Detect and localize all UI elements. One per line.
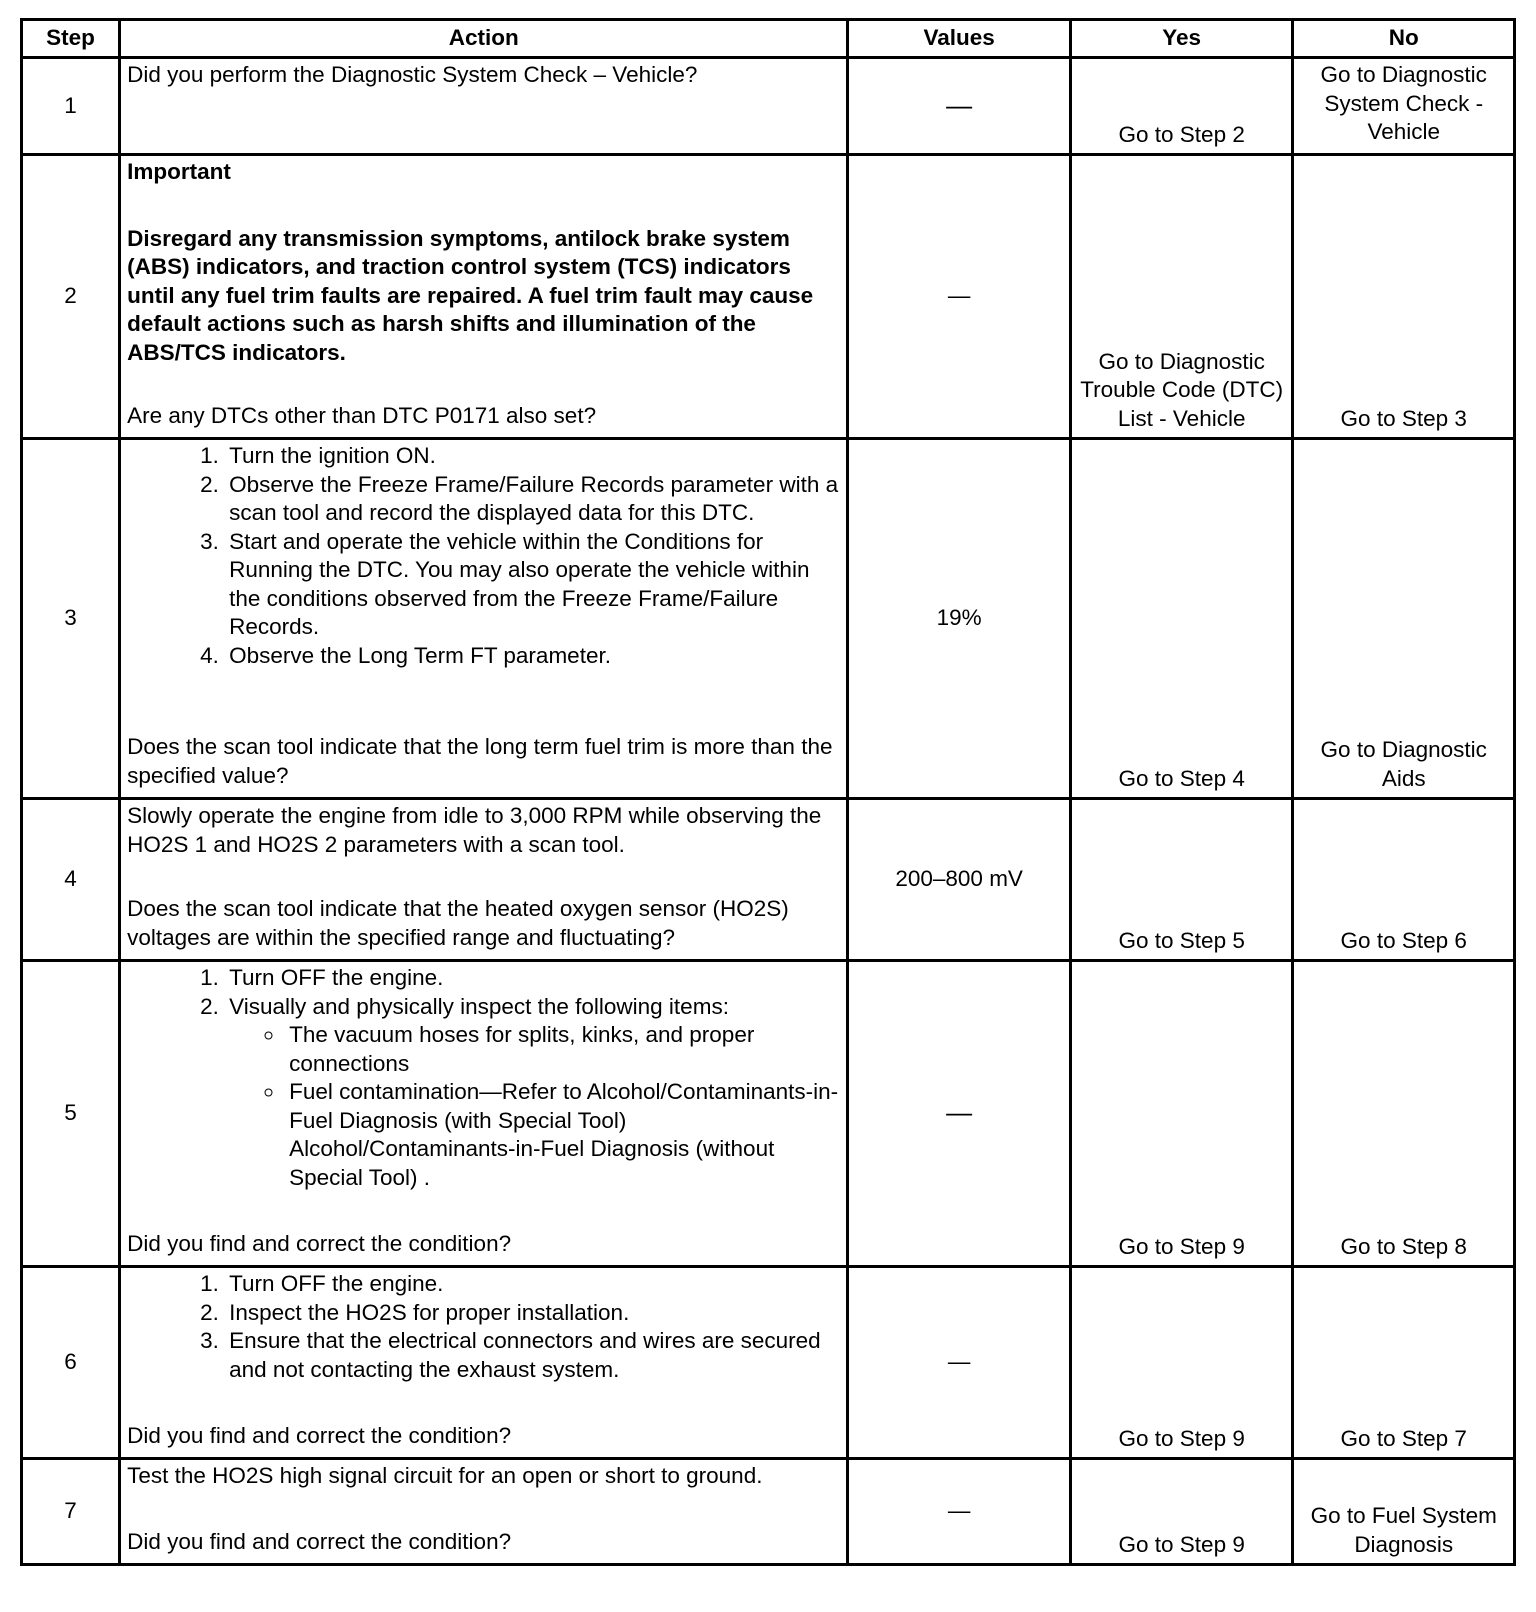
procedure-step: 2. Inspect the HO2S for proper installation. [225,1299,840,1328]
question-text: Did you find and correct the condition? [127,1528,512,1554]
yes-text: Go to Step 9 [1118,1233,1245,1259]
value-cell [848,1267,1071,1459]
important-title: Important [127,159,231,184]
question-text: Did you find and correct the condition? [127,1422,512,1448]
value-text: — [947,1498,971,1524]
no-cell [1293,439,1515,799]
table-row [22,155,1515,439]
table-row [22,439,1515,799]
procedure-step: 1. Turn OFF the engine. [225,1270,840,1299]
procedure-step: 2. Observe the Freeze Frame/Failure Records parameter with a scan tool and record the displayed data for this DTC. [225,471,840,528]
step-number: 6 [22,1267,120,1459]
header-step: Step [22,20,120,58]
yes-text: Go to Step 2 [1118,121,1245,147]
yes-cell [1070,961,1293,1267]
instruction-text: Test the HO2S high signal circuit for an open or short to ground. [127,1463,763,1488]
header-yes: Yes [1070,20,1293,58]
no-cell [1293,1459,1515,1565]
header-action: Action [120,20,848,58]
value-text: — [947,283,971,309]
value-cell [848,439,1071,799]
value-text: 200–800 mV [895,866,1023,892]
procedure-step: 1. Turn OFF the engine. [225,964,840,993]
procedure-list [127,1270,840,1384]
procedure-step: 4. Observe the Long Term FT parameter. [225,642,840,671]
no-text: Go to Step 7 [1340,1425,1467,1451]
question-text: Does the scan tool indicate that the heated oxygen sensor (HO2S) voltages are within the specified range and fluctuating? [127,896,789,950]
procedure-step-text: Visually and physically inspect the following items: [229,993,729,1019]
no-cell [1293,799,1515,961]
yes-text: Go to Step 5 [1118,927,1245,953]
step-number: 2 [22,155,120,439]
table-row [22,961,1515,1267]
action-cell [120,799,848,961]
action-cell [120,1459,848,1565]
value-text: — [946,1097,973,1128]
yes-cell [1070,1459,1293,1565]
table-row [22,1267,1515,1459]
no-text: Go to Step 6 [1340,927,1467,953]
action-cell [120,1267,848,1459]
action-cell [120,961,848,1267]
no-cell [1293,155,1515,439]
question-text: Are any DTCs other than DTC P0171 also set? [127,402,597,428]
no-cell [1293,961,1515,1267]
yes-text: Go to Diagnostic Trouble Code (DTC) List - Vehicle [1080,348,1284,431]
yes-text: Go to Step 4 [1118,765,1245,791]
step-number: 1 [22,58,120,155]
procedure-step: 3. Ensure that the electrical connectors and wires are secured and not contacting the exhaust system. [225,1327,840,1384]
table-row [22,58,1515,155]
yes-cell [1070,799,1293,961]
action-cell [120,155,848,439]
no-text: Go to Step 8 [1340,1233,1467,1259]
procedure-step: 3. Start and operate the vehicle within the Conditions for Running the DTC. You may also operate the vehicle within the conditions observed from the Freeze Frame/Failure Records. [225,528,840,642]
yes-cell [1070,439,1293,799]
action-cell [120,58,848,155]
question-text: Does the scan tool indicate that the long term fuel trim is more than the specified value? [127,734,833,788]
procedure-list [127,964,840,1192]
value-cell [848,961,1071,1267]
value-cell [848,155,1071,439]
header-row [22,20,1515,58]
action-cell [120,439,848,799]
no-text: Go to Fuel System Diagnosis [1310,1503,1497,1557]
value-text: — [946,89,973,120]
diagnostic-table [20,18,1516,1566]
step-number: 4 [22,799,120,961]
value-text: 19% [936,605,982,631]
inspection-item: ◦ Fuel contamination—Refer to Alcohol/Contaminants-in-Fuel Diagnosis (with Special Tool) Alcohol/Contaminants-in-Fuel Diagnosis (without Special Tool) . [285,1078,840,1192]
important-text: Disregard any transmission symptoms, antilock brake system (ABS) indicators, and traction control system (TCS) indicators until any fuel trim faults are repaired. A fuel trim fault may cause default actions such as harsh shifts and illumination of the ABS/TCS indicators. [127,225,814,365]
table-row [22,1459,1515,1565]
header-no: No [1293,20,1515,58]
procedure-step: 1. Turn the ignition ON. [225,442,840,471]
value-cell [848,799,1071,961]
value-cell [848,58,1071,155]
yes-cell [1070,155,1293,439]
yes-cell [1070,1267,1293,1459]
no-text: Go to Diagnostic System Check - Vehicle [1320,62,1487,144]
no-cell [1293,58,1515,155]
no-text: Go to Diagnostic Aids [1320,737,1487,791]
table-row [22,799,1515,961]
procedure-step [225,993,840,1193]
yes-text: Go to Step 9 [1118,1425,1245,1451]
inspection-item: ◦ The vacuum hoses for splits, kinks, and proper connections [285,1021,840,1078]
procedure-list [127,442,840,670]
yes-text: Go to Step 9 [1118,1531,1245,1557]
step-number: 5 [22,961,120,1267]
no-text: Go to Step 3 [1340,405,1467,431]
instruction-text: Slowly operate the engine from idle to 3,000 RPM while observing the HO2S 1 and HO2S 2 parameters with a scan tool. [127,803,822,857]
header-values: Values [848,20,1071,58]
step-number: 7 [22,1459,120,1565]
yes-cell [1070,58,1293,155]
step-number: 3 [22,439,120,799]
question-text: Did you perform the Diagnostic System Check – Vehicle? [127,62,698,87]
inspection-items [229,1021,840,1192]
no-cell [1293,1267,1515,1459]
question-text: Did you find and correct the condition? [127,1230,512,1256]
value-cell [848,1459,1071,1565]
value-text: — [947,1349,971,1375]
